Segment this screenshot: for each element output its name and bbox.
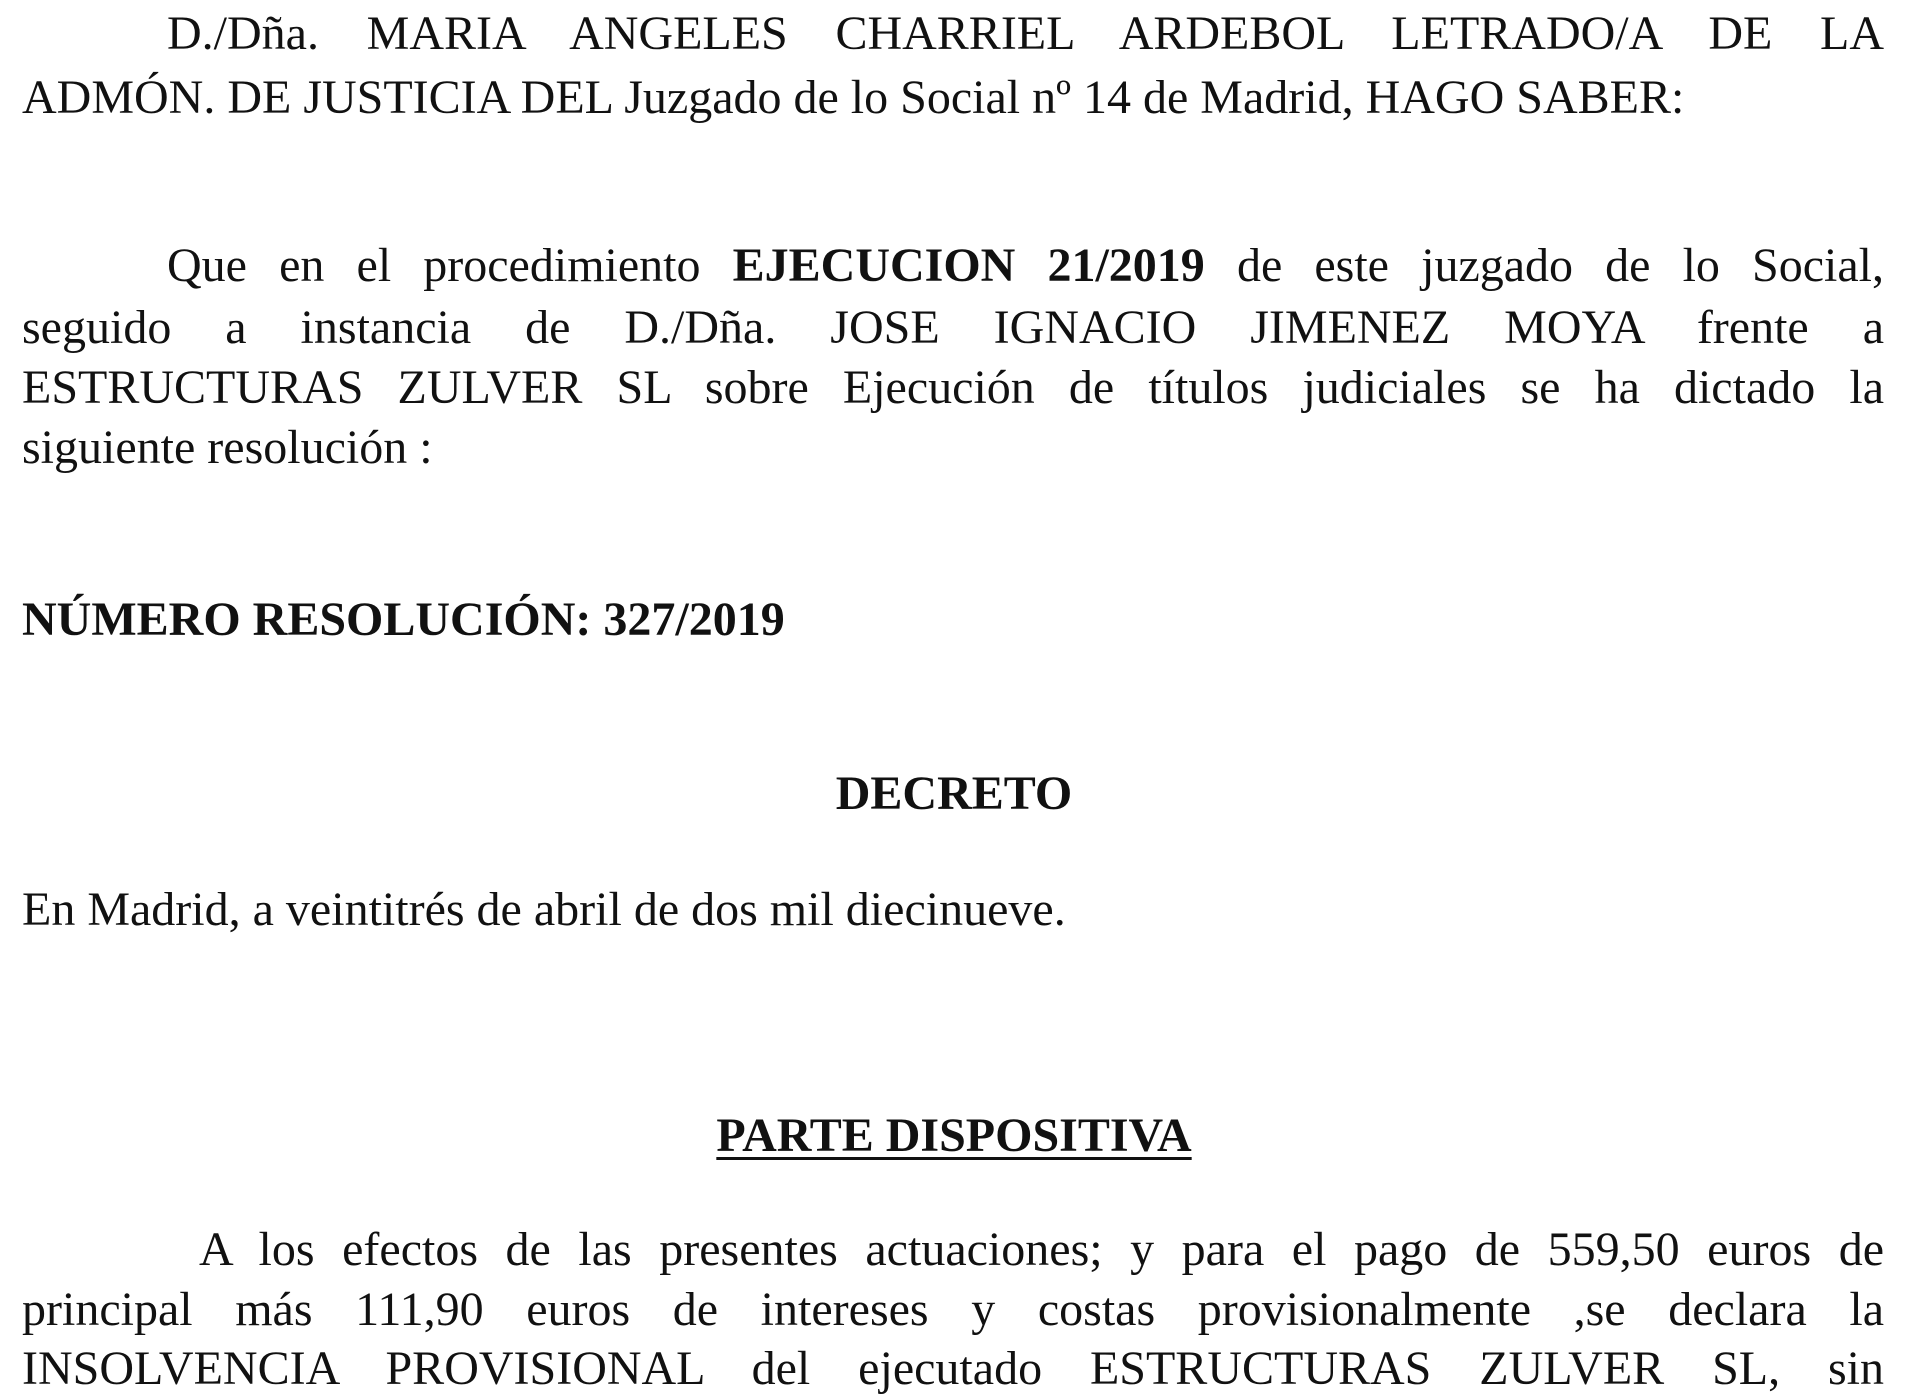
date-line: En Madrid, a veintitrés de abril de dos mil diecinueve. [22,883,1066,936]
intro-line-4: siguiente resolución : [22,421,433,474]
dispositive-line-1: A los efectos de las presentes actuaciones; y para el pago de 559,50 euros de [199,1223,1884,1276]
intro-line-1 [22,236,1884,296]
header-line-1: D./Dña. MARIA ANGELES CHARRIEL ARDEBOL LETRADO/A DE LA [167,7,1884,60]
dispositive-line-3: INSOLVENCIA PROVISIONAL del ejecutado ESTRUCTURAS ZULVER SL, sin [22,1342,1884,1395]
intro-line-3: ESTRUCTURAS ZULVER SL sobre Ejecución de títulos judiciales se ha dictado la [22,361,1884,414]
intro-line-1-pre: Que en el procedimiento [167,239,701,292]
dispositive-title: PARTE DISPOSITIVA [716,1109,1192,1162]
dispositive-line-2: principal más 111,90 euros de intereses y costas provisionalmente ,se declara la [22,1283,1884,1336]
resolution-number: NÚMERO RESOLUCIÓN: 327/2019 [22,593,785,646]
decree-title: DECRETO [835,767,1073,820]
intro-line-1-post: de este juzgado de lo Social, [1236,239,1885,292]
intro-line-2: seguido a instancia de D./Dña. JOSE IGNACIO JIMENEZ MOYA frente a [22,301,1884,354]
header-line-2: ADMÓN. DE JUSTICIA DEL Juzgado de lo Social nº 14 de Madrid, HAGO SABER: [22,71,1685,124]
procedure-reference: EJECUCION 21/2019 [732,239,1205,292]
